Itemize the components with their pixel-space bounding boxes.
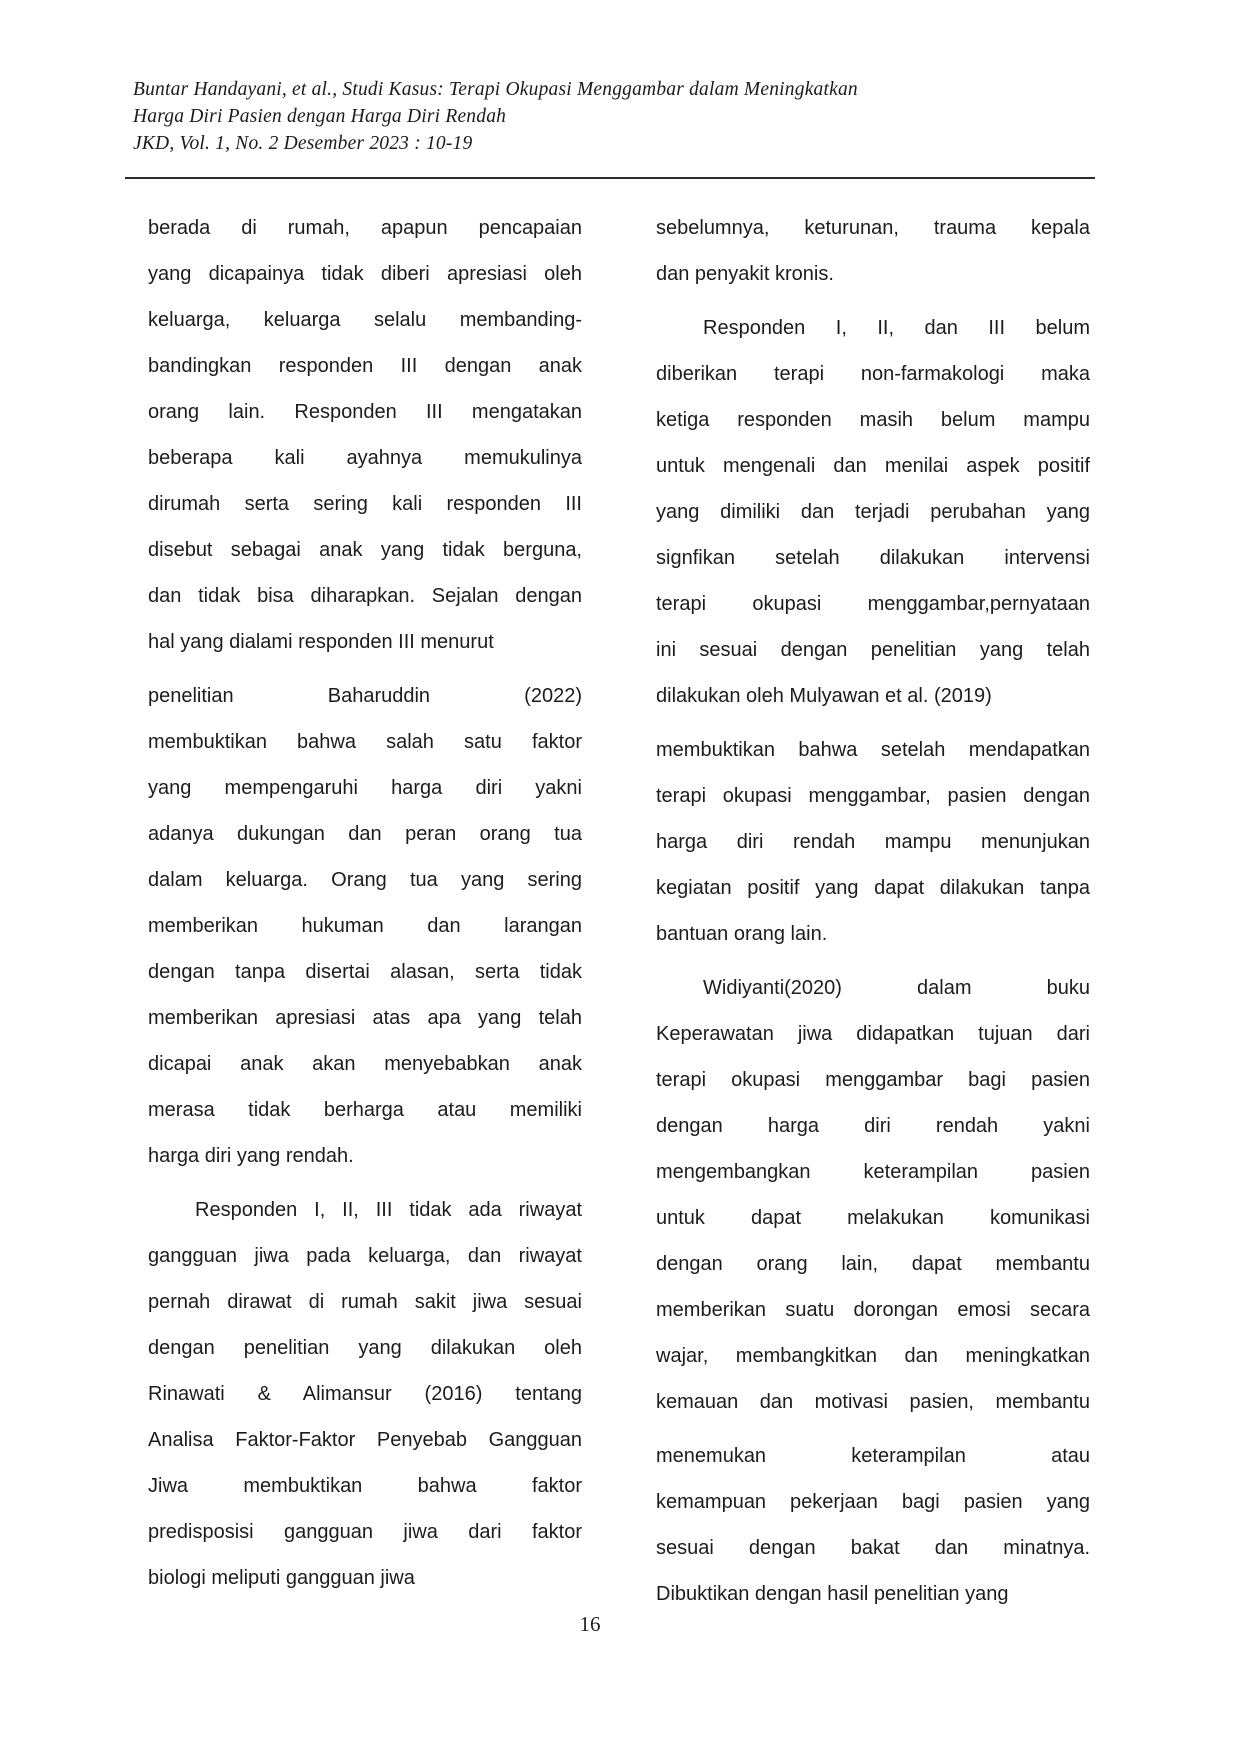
left-column [148,205,582,1617]
text-line: harga diri rendah mampu menunjukan [656,831,1090,853]
paragraph [656,305,1090,719]
text-line: wajar, membangkitkan dan meningkatkan [656,1345,1090,1367]
text-line: terapi okupasi menggambar,pernyataan [656,593,1090,615]
text-line: pernah dirawat di rumah sakit jiwa sesuai [148,1291,582,1313]
text-line: hal yang dialami responden III menurut [148,631,494,653]
text-line: adanya dukungan dan peran orang tua [148,823,582,845]
text-line: kemampuan pekerjaan bagi pasien yang [656,1491,1090,1513]
running-header [133,76,1053,157]
text-line: Analisa Faktor-Faktor Penyebab Gangguan [148,1429,582,1451]
text-line: dan penyakit kronis. [656,263,834,285]
text-line: memberikan apresiasi atas apa yang telah [148,1007,582,1029]
text-line: ketiga responden masih belum mampu [656,409,1090,431]
paragraph [148,205,582,665]
header-rule [125,177,1095,179]
text-line: Dibuktikan dengan hasil penelitian yang [656,1583,1009,1605]
text-line: membuktikan bahwa salah satu faktor [148,731,582,753]
text-line: Keperawatan jiwa didapatkan tujuan dari [656,1023,1090,1045]
text-line: sebelumnya, keturunan, trauma kepala [656,217,1090,239]
text-line: beberapa kali ayahnya memukulinya [148,447,582,469]
paragraph [656,965,1090,1425]
text-line: dalam keluarga. Orang tua yang sering [148,869,582,891]
text-line: ini sesuai dengan penelitian yang telah [656,639,1090,661]
text-line: diberikan terapi non-farmakologi maka [656,363,1090,385]
text-line: gangguan jiwa pada keluarga, dan riwayat [148,1245,582,1267]
paragraph [656,205,1090,297]
page-number: 16 [579,1612,601,1636]
text-line: orang lain. Responden III mengatakan [148,401,582,423]
text-line: memberikan suatu dorongan emosi secara [656,1299,1090,1321]
text-line: bantuan orang lain. [656,923,828,945]
paragraph [656,727,1090,957]
text-line: mengembangkan keterampilan pasien [656,1161,1090,1183]
text-line: bandingkan responden III dengan anak [148,355,582,377]
text-line: kemauan dan motivasi pasien, membantu [656,1391,1090,1413]
header-author-title-line: Buntar Handayani, et al., Studi Kasus: Terapi Okupasi Menggambar dalam Meningkatkan [133,79,858,100]
text-line: sesuai dengan bakat dan minatnya. [656,1537,1090,1559]
text-line: predisposisi gangguan jiwa dari faktor [148,1521,582,1543]
text-line: harga diri yang rendah. [148,1145,354,1167]
paragraph [148,673,582,1179]
header-subtitle-line: Harga Diri Pasien dengan Harga Diri Rendah [133,106,507,127]
text-line: memberikan hukuman dan larangan [148,915,582,937]
text-line: Rinawati & Alimansur (2016) tentang [148,1383,582,1405]
text-line: signfikan setelah dilakukan intervensi [656,547,1090,569]
header-journal-info-line: JKD, Vol. 1, No. 2 Desember 2023 : 10-19 [133,133,473,154]
text-line: biologi meliputi gangguan jiwa [148,1567,415,1589]
text-line: Responden I, II, III tidak ada riwayat [195,1199,582,1221]
text-line: yang dimiliki dan terjadi perubahan yang [656,501,1090,523]
text-line: Widiyanti(2020) dalam buku [703,977,1090,999]
content-columns [148,205,1090,1617]
text-line: keluarga, keluarga selalu membanding- [148,309,582,331]
right-column [656,205,1090,1617]
text-line: untuk mengenali dan menilai aspek positif [656,455,1090,477]
paragraph [656,1433,1090,1617]
text-line: terapi okupasi menggambar bagi pasien [656,1069,1090,1091]
text-line: Jiwa membuktikan bahwa faktor [148,1475,582,1497]
text-line: merasa tidak berharga atau memiliki [148,1099,582,1121]
text-line: dengan penelitian yang dilakukan oleh [148,1337,582,1359]
text-line: dengan harga diri rendah yakni [656,1115,1090,1137]
text-line: kegiatan positif yang dapat dilakukan tanpa [656,877,1090,899]
text-line: yang mempengaruhi harga diri yakni [148,777,582,799]
paragraph [148,1187,582,1601]
text-line: Responden I, II, dan III belum [703,317,1090,339]
text-line: dicapai anak akan menyebabkan anak [148,1053,582,1075]
text-line: disebut sebagai anak yang tidak berguna, [148,539,582,561]
text-line: dirumah serta sering kali responden III [148,493,582,515]
text-line: dilakukan oleh Mulyawan et al. (2019) [656,685,992,707]
text-line: penelitian Baharuddin (2022) [148,685,582,707]
text-line: terapi okupasi menggambar, pasien dengan [656,785,1090,807]
text-line: berada di rumah, apapun pencapaian [148,217,582,239]
text-line: membuktikan bahwa setelah mendapatkan [656,739,1090,761]
text-line: untuk dapat melakukan komunikasi [656,1207,1090,1229]
text-line: dan tidak bisa diharapkan. Sejalan dengan [148,585,582,607]
text-line: yang dicapainya tidak diberi apresiasi oleh [148,263,582,285]
text-line: menemukan keterampilan atau [656,1445,1090,1467]
text-line: dengan orang lain, dapat membantu [656,1253,1090,1275]
text-line: dengan tanpa disertai alasan, serta tidak [148,961,582,983]
